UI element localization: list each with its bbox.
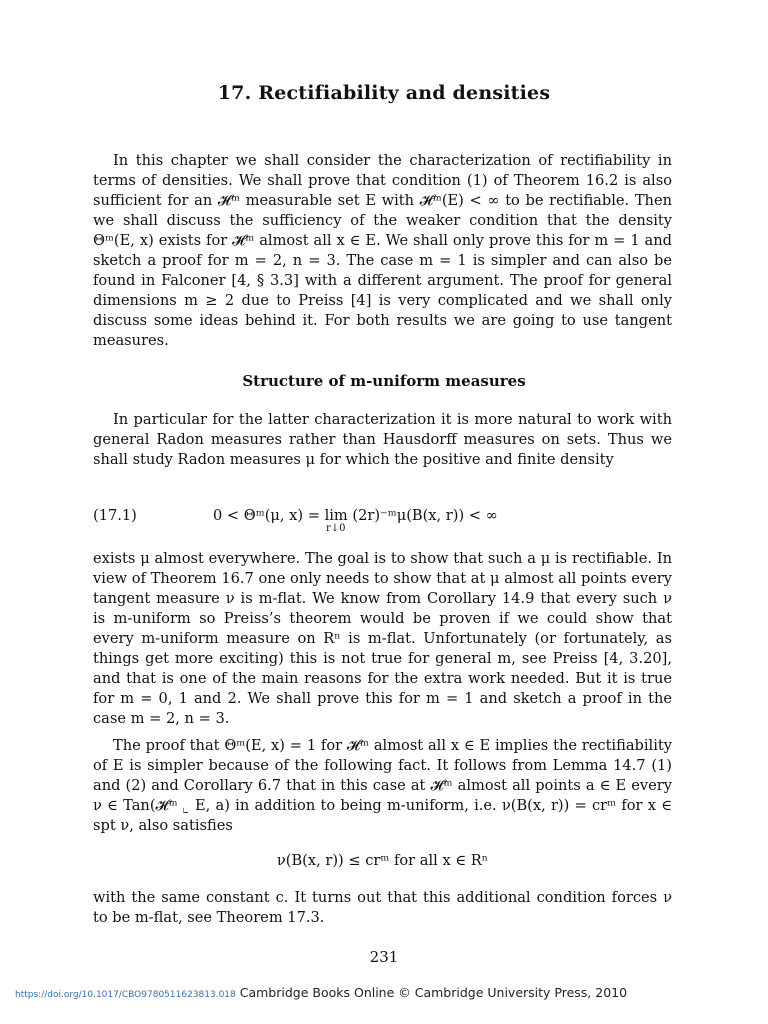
paragraph-intro: In this chapter we shall consider the characterization of rectifiability in terms of densities. We shall prove that condition (1) of Theorem 16.2 is also sufficient for an 𝓗ᵐ measurable set E with 𝓗ᵐ(E) < ∞ to be rectifiable. Then we shall discuss the sufficiency of the weaker condition that the density Θᵐ(E, x) exists for 𝓗ᵐ almost all x ∈ E. We shall only prove this for m = 1 and sketch a proof for m = 2, n = 3. The case m = 1 is simpler and can also be found in Falconer [4, § 3.3] with a different argument. The proof for general dimensions m ≥ 2 due to Preiss [4] is very complicated and we shall only discuss some ideas behind it. For both results we are going to use tangent measures. xyxy=(93,152,672,349)
section-heading: Structure of m-uniform measures xyxy=(242,372,526,390)
footer-copyright: Cambridge Books Online © Cambridge University Press, 2010 xyxy=(239,985,628,1000)
paragraph-proof: The proof that Θᵐ(E, x) = 1 for 𝓗ᵐ almost all x ∈ E implies the rectifiability of E is simpler because of the following fact. It follows from Lemma 14.7 (1) and (2) and Corollary 6.7 that in this case at 𝓗ᵐ almost all points a ∈ E every ν ∈ Tan(𝓗ᵐ ⌞ E, a) in addition to being m-uniform, i.e. ν(B(x, r)) = crᵐ for x ∈ spt ν, also satisfies xyxy=(93,737,672,834)
footer-doi-link[interactable]: https://doi.org/10.1017/CBO9780511623813.018 xyxy=(15,990,236,1000)
paragraph-conclusion: with the same constant c. It turns out that this additional condition forces ν to be m-flat, see Theorem 17.3. xyxy=(93,889,672,926)
paragraph-radon: In particular for the latter characterization it is more natural to work with general Radon measures rather than Hausdorff measures on sets. Thus we shall study Radon measures μ for which the positive and finite density xyxy=(93,411,672,468)
limit-subscript: r↓0 xyxy=(326,523,346,534)
page-number: 231 xyxy=(369,948,399,966)
paragraph-tangent: exists μ almost everywhere. The goal is to show that such a μ is rectifiable. In view of Theorem 16.7 one only needs to show that at μ almost all points every tangent measure ν is m-flat. We know from Corollary 14.9 that every such ν is m-uniform so Preiss’s theorem would be proven if we could show that every m-uniform measure on Rⁿ is m-flat. Unfortunately (or fortunately, as things get more exciting) this is not true for general m, see Preiss [4, 3.20], and that is one of the main reasons for the extra work needed. But it is true for m = 0, 1 and 2. We shall prove this for m = 1 and sketch a proof in the case m = 2, n = 3. xyxy=(93,550,672,727)
equation-body: 0 < Θᵐ(μ, x) = lim (2r)⁻ᵐμ(B(x, r)) < ∞ xyxy=(213,507,498,524)
footer xyxy=(15,985,627,1000)
equation-label: (17.1) xyxy=(93,507,137,524)
chapter-title: 17. Rectifiability and densities xyxy=(217,82,551,104)
inequality-body: ν(B(x, r)) ≤ crᵐ for all x ∈ Rⁿ xyxy=(276,852,489,869)
